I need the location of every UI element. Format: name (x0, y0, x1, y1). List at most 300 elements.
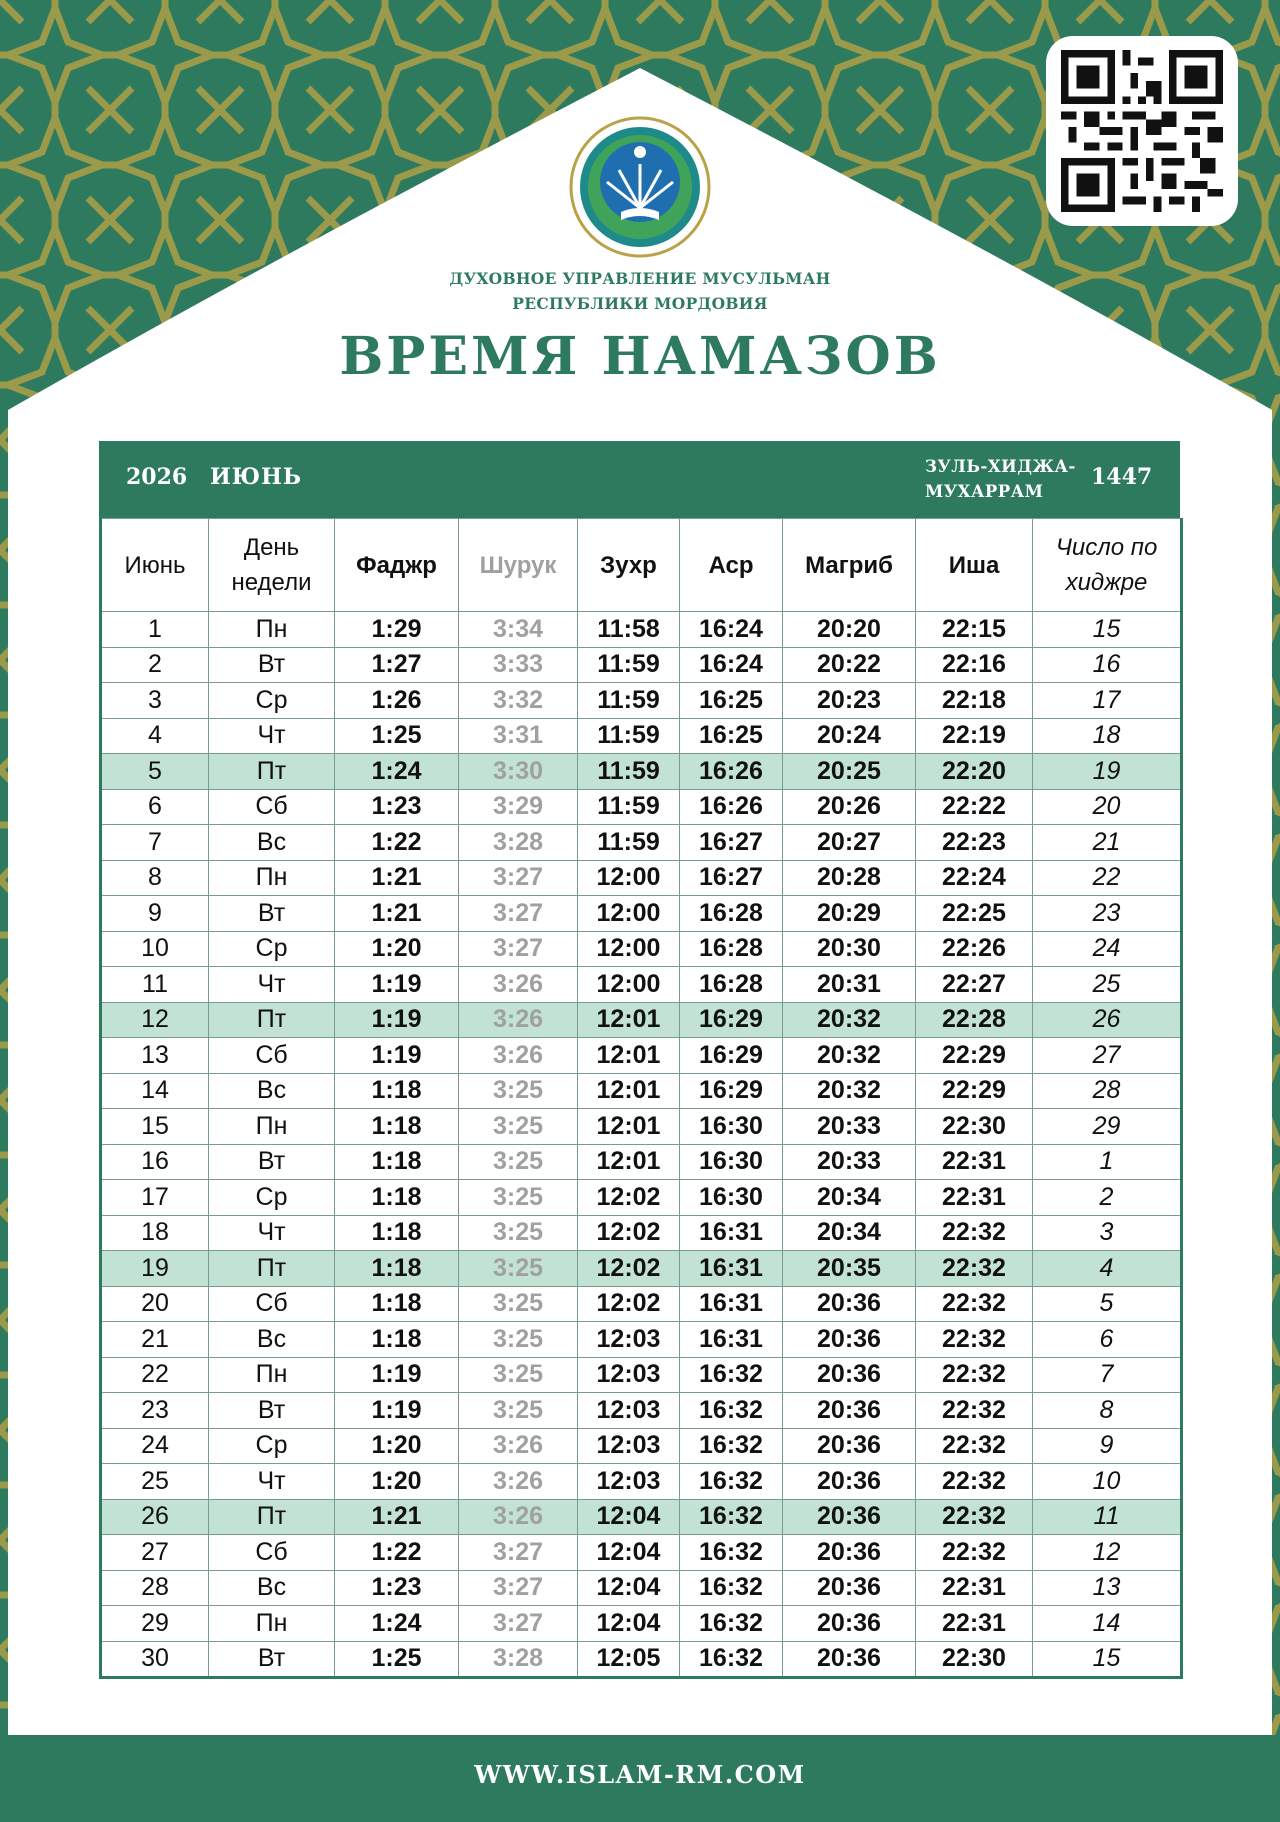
cell-zuhr: 12:03 (578, 1322, 680, 1358)
cell-wd: Ср (209, 931, 335, 967)
cell-day: 5 (101, 754, 209, 790)
cell-fajr: 1:21 (335, 860, 459, 896)
cell-zuhr: 12:01 (578, 1002, 680, 1038)
table-row (101, 1002, 1182, 1038)
cell-maghrib: 20:36 (783, 1535, 916, 1571)
cell-shuruk: 3:31 (459, 718, 578, 754)
table-row (101, 860, 1182, 896)
cell-zuhr: 12:03 (578, 1464, 680, 1500)
cell-isha: 22:25 (916, 896, 1033, 932)
cell-isha: 22:32 (916, 1428, 1033, 1464)
cell-asr: 16:24 (680, 647, 783, 683)
cell-wd: Чт (209, 1464, 335, 1500)
cell-hijri: 24 (1033, 931, 1182, 967)
cell-shuruk: 3:25 (459, 1180, 578, 1216)
cell-maghrib: 20:29 (783, 896, 916, 932)
cell-shuruk: 3:27 (459, 931, 578, 967)
cell-wd: Пт (209, 1251, 335, 1287)
cell-day: 22 (101, 1357, 209, 1393)
column-header-row (101, 519, 1182, 612)
cell-wd: Пн (209, 860, 335, 896)
cell-isha: 22:16 (916, 647, 1033, 683)
cell-isha: 22:28 (916, 1002, 1033, 1038)
cell-fajr: 1:18 (335, 1109, 459, 1145)
cell-zuhr: 12:00 (578, 931, 680, 967)
cell-fajr: 1:18 (335, 1322, 459, 1358)
cell-shuruk: 3:34 (459, 612, 578, 648)
cell-hijri: 27 (1033, 1038, 1182, 1074)
cell-fajr: 1:23 (335, 789, 459, 825)
cell-day: 30 (101, 1641, 209, 1678)
cell-fajr: 1:18 (335, 1144, 459, 1180)
cell-asr: 16:32 (680, 1535, 783, 1571)
cell-fajr: 1:27 (335, 647, 459, 683)
cell-fajr: 1:25 (335, 1641, 459, 1678)
cell-zuhr: 12:00 (578, 967, 680, 1003)
hijri-months-label (925, 454, 1076, 504)
cell-hijri: 6 (1033, 1322, 1182, 1358)
cell-isha: 22:32 (916, 1322, 1033, 1358)
cell-shuruk: 3:26 (459, 1464, 578, 1500)
cell-day: 1 (101, 612, 209, 648)
cell-day: 10 (101, 931, 209, 967)
cell-maghrib: 20:36 (783, 1606, 916, 1642)
table-row (101, 1215, 1182, 1251)
cell-wd: Сб (209, 1286, 335, 1322)
cell-isha: 22:30 (916, 1109, 1033, 1145)
cell-shuruk: 3:26 (459, 1002, 578, 1038)
cell-hijri: 22 (1033, 860, 1182, 896)
cell-hijri: 2 (1033, 1180, 1182, 1216)
cell-wd: Пт (209, 754, 335, 790)
table-row (101, 1357, 1182, 1393)
cell-hijri: 5 (1033, 1286, 1182, 1322)
cell-maghrib: 20:36 (783, 1499, 916, 1535)
cell-asr: 16:32 (680, 1641, 783, 1678)
cell-shuruk: 3:28 (459, 825, 578, 861)
table-row (101, 1393, 1182, 1429)
cell-wd: Вт (209, 647, 335, 683)
cell-day: 2 (101, 647, 209, 683)
cell-day: 15 (101, 1109, 209, 1145)
cell-hijri: 18 (1033, 718, 1182, 754)
cell-maghrib: 20:34 (783, 1180, 916, 1216)
cell-asr: 16:25 (680, 683, 783, 719)
table-row (101, 1641, 1182, 1678)
hijri-months-line1: ЗУЛЬ-ХИДЖА- (925, 457, 1076, 476)
cell-wd: Вт (209, 1641, 335, 1678)
cell-fajr: 1:26 (335, 683, 459, 719)
col-header-hijri: Число по хиджре (1033, 519, 1182, 612)
cell-zuhr: 11:59 (578, 825, 680, 861)
cell-asr: 16:28 (680, 896, 783, 932)
cell-isha: 22:19 (916, 718, 1033, 754)
cell-asr: 16:29 (680, 1073, 783, 1109)
cell-maghrib: 20:24 (783, 718, 916, 754)
hijri-year-label: 1447 (1091, 464, 1153, 490)
cell-isha: 22:31 (916, 1180, 1033, 1216)
cell-wd: Пн (209, 1606, 335, 1642)
cell-fajr: 1:24 (335, 754, 459, 790)
cell-day: 9 (101, 896, 209, 932)
cell-hijri: 23 (1033, 896, 1182, 932)
cell-fajr: 1:20 (335, 1428, 459, 1464)
cell-isha: 22:23 (916, 825, 1033, 861)
cell-shuruk: 3:28 (459, 1641, 578, 1678)
cell-shuruk: 3:25 (459, 1251, 578, 1287)
cell-day: 27 (101, 1535, 209, 1571)
cell-day: 11 (101, 967, 209, 1003)
cell-hijri: 11 (1033, 1499, 1182, 1535)
cell-isha: 22:32 (916, 1251, 1033, 1287)
cell-asr: 16:26 (680, 789, 783, 825)
cell-zuhr: 12:02 (578, 1286, 680, 1322)
cell-shuruk: 3:26 (459, 1428, 578, 1464)
cell-hijri: 29 (1033, 1109, 1182, 1145)
cell-fajr: 1:18 (335, 1073, 459, 1109)
cell-hijri: 19 (1033, 754, 1182, 790)
cell-zuhr: 11:59 (578, 647, 680, 683)
table-row (101, 1570, 1182, 1606)
cell-day: 26 (101, 1499, 209, 1535)
month-label: ИЮНЬ (210, 464, 303, 490)
cell-maghrib: 20:33 (783, 1144, 916, 1180)
cell-zuhr: 12:02 (578, 1180, 680, 1216)
table-row (101, 647, 1182, 683)
cell-isha: 22:15 (916, 612, 1033, 648)
table-row (101, 1428, 1182, 1464)
cell-shuruk: 3:25 (459, 1322, 578, 1358)
cell-shuruk: 3:25 (459, 1073, 578, 1109)
cell-zuhr: 12:04 (578, 1535, 680, 1571)
cell-fajr: 1:18 (335, 1215, 459, 1251)
col-header-isha: Иша (916, 519, 1033, 612)
cell-hijri: 16 (1033, 647, 1182, 683)
cell-maghrib: 20:36 (783, 1286, 916, 1322)
cell-day: 6 (101, 789, 209, 825)
qr-code[interactable] (1051, 41, 1233, 221)
cell-day: 14 (101, 1073, 209, 1109)
cell-maghrib: 20:30 (783, 931, 916, 967)
table-row (101, 1499, 1182, 1535)
cell-maghrib: 20:36 (783, 1464, 916, 1500)
year-label: 2026 (126, 464, 188, 490)
website-link[interactable]: WWW.ISLAM-RM.COM (474, 1760, 806, 1789)
cell-fajr: 1:19 (335, 1038, 459, 1074)
cell-isha: 22:26 (916, 931, 1033, 967)
cell-maghrib: 20:23 (783, 683, 916, 719)
cell-day: 13 (101, 1038, 209, 1074)
table-row (101, 1180, 1182, 1216)
cell-asr: 16:31 (680, 1286, 783, 1322)
cell-wd: Вс (209, 825, 335, 861)
cell-asr: 16:29 (680, 1038, 783, 1074)
cell-hijri: 28 (1033, 1073, 1182, 1109)
cell-fajr: 1:18 (335, 1180, 459, 1216)
cell-fajr: 1:19 (335, 1002, 459, 1038)
cell-hijri: 17 (1033, 683, 1182, 719)
cell-maghrib: 20:28 (783, 860, 916, 896)
cell-maghrib: 20:20 (783, 612, 916, 648)
cell-shuruk: 3:25 (459, 1109, 578, 1145)
cell-asr: 16:32 (680, 1499, 783, 1535)
cell-wd: Чт (209, 1215, 335, 1251)
cell-isha: 22:30 (916, 1641, 1033, 1678)
organization-name-line1: ДУХОВНОЕ УПРАВЛЕНИЕ МУСУЛЬМАН (449, 269, 831, 288)
cell-hijri: 7 (1033, 1357, 1182, 1393)
table-row (101, 1251, 1182, 1287)
cell-zuhr: 11:59 (578, 754, 680, 790)
cell-wd: Вс (209, 1073, 335, 1109)
cell-zuhr: 12:04 (578, 1606, 680, 1642)
cell-shuruk: 3:27 (459, 1570, 578, 1606)
cell-day: 21 (101, 1322, 209, 1358)
cell-zuhr: 11:58 (578, 612, 680, 648)
cell-wd: Вт (209, 896, 335, 932)
cell-shuruk: 3:27 (459, 1606, 578, 1642)
cell-day: 19 (101, 1251, 209, 1287)
cell-asr: 16:32 (680, 1357, 783, 1393)
cell-fajr: 1:29 (335, 612, 459, 648)
cell-shuruk: 3:25 (459, 1393, 578, 1429)
cell-asr: 16:30 (680, 1180, 783, 1216)
table-row (101, 754, 1182, 790)
cell-hijri: 8 (1033, 1393, 1182, 1429)
cell-fajr: 1:21 (335, 1499, 459, 1535)
cell-maghrib: 20:32 (783, 1002, 916, 1038)
cell-day: 25 (101, 1464, 209, 1500)
cell-wd: Сб (209, 789, 335, 825)
cell-shuruk: 3:26 (459, 967, 578, 1003)
cell-zuhr: 12:05 (578, 1641, 680, 1678)
cell-shuruk: 3:30 (459, 754, 578, 790)
cell-asr: 16:27 (680, 825, 783, 861)
cell-hijri: 14 (1033, 1606, 1182, 1642)
col-header-weekday: День недели (209, 519, 335, 612)
cell-isha: 22:29 (916, 1073, 1033, 1109)
cell-maghrib: 20:33 (783, 1109, 916, 1145)
cell-shuruk: 3:25 (459, 1215, 578, 1251)
cell-wd: Ср (209, 683, 335, 719)
cell-isha: 22:31 (916, 1144, 1033, 1180)
cell-asr: 16:32 (680, 1606, 783, 1642)
cell-asr: 16:32 (680, 1428, 783, 1464)
cell-zuhr: 12:01 (578, 1038, 680, 1074)
table-row (101, 1144, 1182, 1180)
cell-isha: 22:32 (916, 1393, 1033, 1429)
cell-hijri: 12 (1033, 1535, 1182, 1571)
cell-isha: 22:32 (916, 1357, 1033, 1393)
cell-hijri: 21 (1033, 825, 1182, 861)
page-title: ВРЕМЯ НАМАЗОВ (339, 326, 941, 387)
cell-wd: Вс (209, 1322, 335, 1358)
cell-wd: Сб (209, 1038, 335, 1074)
cell-maghrib: 20:36 (783, 1570, 916, 1606)
cell-isha: 22:29 (916, 1038, 1033, 1074)
cell-fajr: 1:21 (335, 896, 459, 932)
cell-hijri: 9 (1033, 1428, 1182, 1464)
cell-maghrib: 20:27 (783, 825, 916, 861)
cell-day: 17 (101, 1180, 209, 1216)
cell-zuhr: 12:00 (578, 896, 680, 932)
cell-day: 16 (101, 1144, 209, 1180)
cell-fajr: 1:18 (335, 1251, 459, 1287)
cell-shuruk: 3:27 (459, 1535, 578, 1571)
cell-wd: Пн (209, 1357, 335, 1393)
cell-fajr: 1:19 (335, 967, 459, 1003)
cell-zuhr: 12:01 (578, 1144, 680, 1180)
cell-shuruk: 3:25 (459, 1144, 578, 1180)
table-row (101, 1038, 1182, 1074)
cell-isha: 22:18 (916, 683, 1033, 719)
cell-day: 12 (101, 1002, 209, 1038)
cell-asr: 16:32 (680, 1570, 783, 1606)
cell-asr: 16:29 (680, 1002, 783, 1038)
cell-isha: 22:22 (916, 789, 1033, 825)
cell-day: 3 (101, 683, 209, 719)
cell-shuruk: 3:29 (459, 789, 578, 825)
col-header-fajr: Фаджр (335, 519, 459, 612)
cell-day: 23 (101, 1393, 209, 1429)
cell-zuhr: 12:04 (578, 1499, 680, 1535)
cell-isha: 22:31 (916, 1606, 1033, 1642)
cell-asr: 16:27 (680, 860, 783, 896)
cell-shuruk: 3:33 (459, 647, 578, 683)
cell-day: 29 (101, 1606, 209, 1642)
cell-wd: Вт (209, 1393, 335, 1429)
cell-hijri: 15 (1033, 612, 1182, 648)
cell-wd: Ср (209, 1180, 335, 1216)
cell-isha: 22:20 (916, 754, 1033, 790)
cell-zuhr: 12:01 (578, 1073, 680, 1109)
col-header-asr: Аср (680, 519, 783, 612)
cell-asr: 16:32 (680, 1464, 783, 1500)
cell-day: 24 (101, 1428, 209, 1464)
cell-wd: Сб (209, 1535, 335, 1571)
cell-wd: Пт (209, 1499, 335, 1535)
table-row (101, 896, 1182, 932)
cell-isha: 22:32 (916, 1215, 1033, 1251)
table-row (101, 1286, 1182, 1322)
cell-maghrib: 20:36 (783, 1393, 916, 1429)
cell-maghrib: 20:22 (783, 647, 916, 683)
cell-day: 7 (101, 825, 209, 861)
col-header-day: Июнь (101, 519, 209, 612)
cell-hijri: 13 (1033, 1570, 1182, 1606)
cell-fajr: 1:19 (335, 1393, 459, 1429)
cell-fajr: 1:18 (335, 1286, 459, 1322)
cell-asr: 16:28 (680, 931, 783, 967)
cell-maghrib: 20:36 (783, 1428, 916, 1464)
organization-name-line2: РЕСПУБЛИКИ МОРДОВИЯ (512, 294, 768, 313)
hijri-months-line2: МУХАРРАМ (925, 482, 1044, 501)
cell-isha: 22:24 (916, 860, 1033, 896)
table-row (101, 683, 1182, 719)
cell-zuhr: 12:01 (578, 1109, 680, 1145)
cell-fajr: 1:22 (335, 825, 459, 861)
table-row (101, 825, 1182, 861)
cell-asr: 16:30 (680, 1144, 783, 1180)
cell-hijri: 15 (1033, 1641, 1182, 1678)
cell-hijri: 25 (1033, 967, 1182, 1003)
cell-asr: 16:30 (680, 1109, 783, 1145)
cell-isha: 22:32 (916, 1499, 1033, 1535)
cell-shuruk: 3:26 (459, 1499, 578, 1535)
cell-hijri: 1 (1033, 1144, 1182, 1180)
cell-asr: 16:26 (680, 754, 783, 790)
cell-fajr: 1:24 (335, 1606, 459, 1642)
cell-zuhr: 12:02 (578, 1251, 680, 1287)
cell-wd: Вт (209, 1144, 335, 1180)
cell-zuhr: 12:04 (578, 1570, 680, 1606)
cell-asr: 16:31 (680, 1322, 783, 1358)
cell-asr: 16:31 (680, 1215, 783, 1251)
cell-maghrib: 20:25 (783, 754, 916, 790)
cell-wd: Пн (209, 612, 335, 648)
cell-fajr: 1:22 (335, 1535, 459, 1571)
cell-maghrib: 20:31 (783, 967, 916, 1003)
col-header-maghrib: Магриб (783, 519, 916, 612)
cell-zuhr: 12:03 (578, 1428, 680, 1464)
table-row (101, 1606, 1182, 1642)
cell-day: 8 (101, 860, 209, 896)
cell-zuhr: 11:59 (578, 789, 680, 825)
cell-shuruk: 3:25 (459, 1357, 578, 1393)
cell-zuhr: 12:00 (578, 860, 680, 896)
cell-shuruk: 3:26 (459, 1038, 578, 1074)
cell-isha: 22:32 (916, 1286, 1033, 1322)
cell-hijri: 4 (1033, 1251, 1182, 1287)
table-row (101, 1464, 1182, 1500)
cell-isha: 22:32 (916, 1464, 1033, 1500)
cell-wd: Чт (209, 718, 335, 754)
cell-shuruk: 3:27 (459, 860, 578, 896)
cell-wd: Чт (209, 967, 335, 1003)
cell-wd: Пн (209, 1109, 335, 1145)
cell-fajr: 1:19 (335, 1357, 459, 1393)
cell-zuhr: 12:03 (578, 1393, 680, 1429)
table-row (101, 1322, 1182, 1358)
table-title-bar (99, 441, 1180, 518)
cell-hijri: 3 (1033, 1215, 1182, 1251)
col-header-shuruk: Шурук (459, 519, 578, 612)
prayer-times-table (99, 518, 1183, 1679)
table-row (101, 931, 1182, 967)
table-row (101, 967, 1182, 1003)
cell-zuhr: 11:59 (578, 683, 680, 719)
table-row (101, 1073, 1182, 1109)
cell-day: 28 (101, 1570, 209, 1606)
cell-day: 18 (101, 1215, 209, 1251)
cell-isha: 22:27 (916, 967, 1033, 1003)
cell-isha: 22:32 (916, 1535, 1033, 1571)
cell-day: 20 (101, 1286, 209, 1322)
cell-zuhr: 12:02 (578, 1215, 680, 1251)
cell-maghrib: 20:32 (783, 1038, 916, 1074)
cell-fajr: 1:23 (335, 1570, 459, 1606)
table-row (101, 1535, 1182, 1571)
table-row (101, 612, 1182, 648)
col-header-zuhr: Зухр (578, 519, 680, 612)
cell-maghrib: 20:35 (783, 1251, 916, 1287)
cell-maghrib: 20:32 (783, 1073, 916, 1109)
cell-shuruk: 3:32 (459, 683, 578, 719)
cell-wd: Пт (209, 1002, 335, 1038)
cell-day: 4 (101, 718, 209, 754)
cell-asr: 16:24 (680, 612, 783, 648)
cell-maghrib: 20:36 (783, 1641, 916, 1678)
cell-fajr: 1:20 (335, 931, 459, 967)
